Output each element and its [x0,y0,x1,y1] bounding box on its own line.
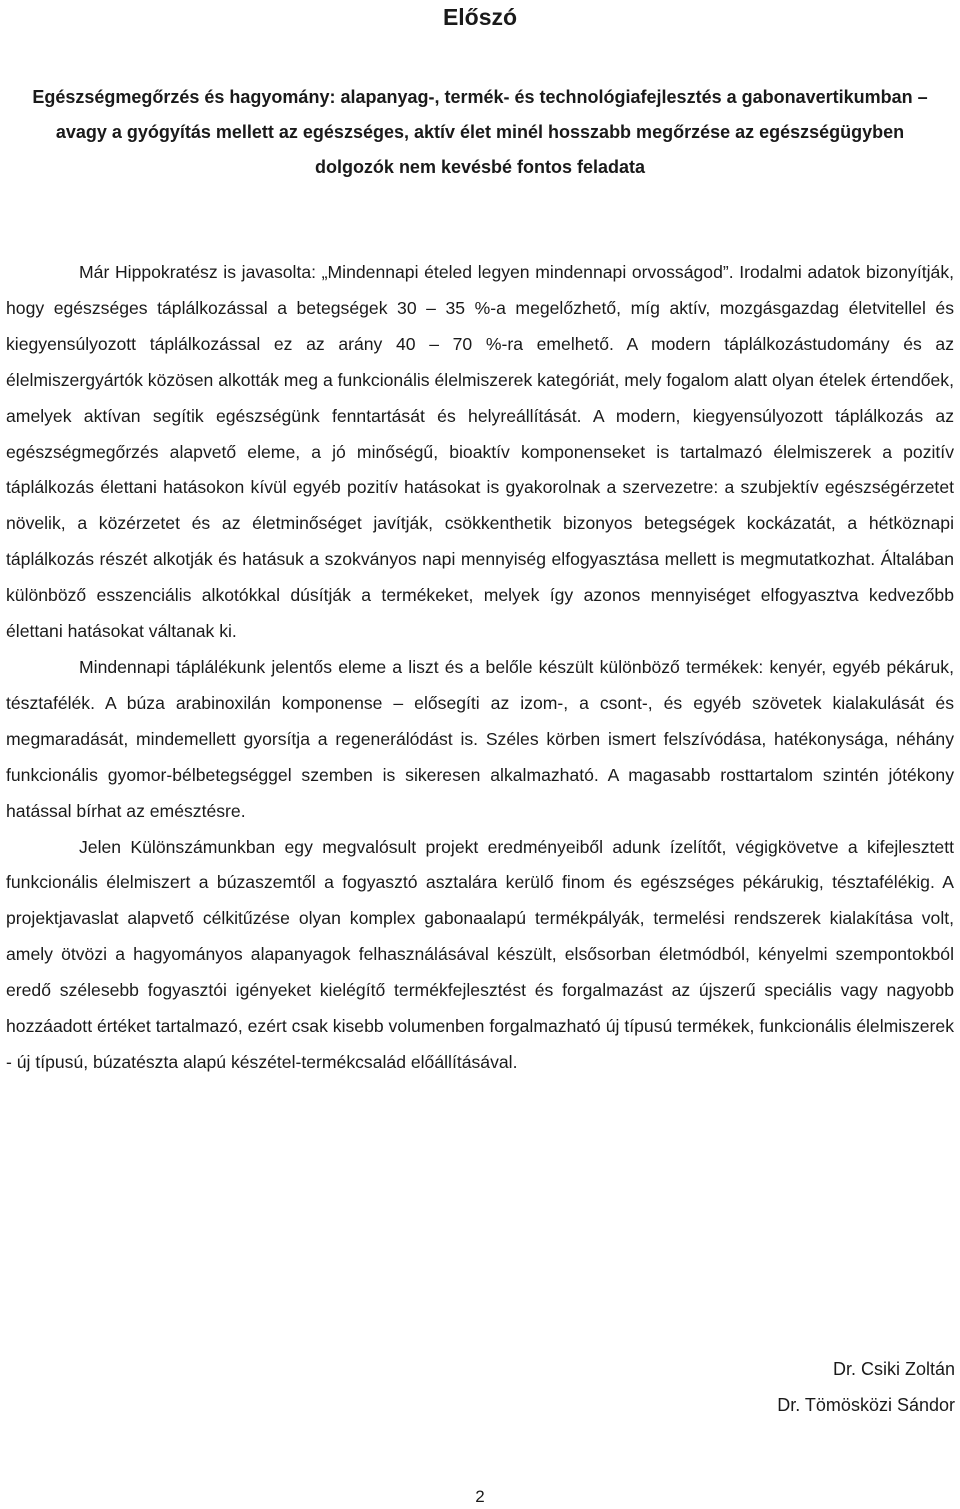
page-title: Előszó [442,4,518,30]
signature-author-1: Dr. Csiki Zoltán [832,1359,955,1379]
paragraph: Jelen Különszámunkban egy megvalósult projekt eredményeiből adunk ízelítőt, végigkövetve a kifejlesztett funkcionális élelmiszert a búzaszemtől a fogyasztó asztalára kerülő finom és egészséges pékárukig, tésztafélékig. A projektjavaslat alapvető célkitűzése olyan komplex gabonaalapú termékpályák, termelési rendszerek kialakítása volt, amely ötvözi a hagyományos alapanyagok felhasználásával készült, elsősorban életmódból, kényelmi szempontokból eredő szélesebb fogyasztói igényeket kielégítő termékfejlesztést és forgalmazást az újszerű speciális vagy nagyobb hozzáadott értéket tartalmazó, ezért csak kisebb volumenben forgalmazható új típusú termékek, funkcionális élelmiszerek - új típusú, búzatészta alapú készétel-termékcsalád előállításával. [6,836,954,1072]
body-text [6,255,954,1081]
paragraph: Már Hippokratész is javasolta: „Mindennapi ételed legyen mindennapi orvosságod”. Irodalmi adatok bizonyítják, hogy egészséges táplálkozással a betegségek 30 – 35 %-a megelőzhető, míg aktív, mozgásgazdag életvitellel és kiegyensúlyozott táplálkozással ez az arány 40 – 70 %-ra emelhető. A modern táplálkozástudomány és az élelmiszergyártók közösen alkották meg a funkcionális élelmiszerek kategóriát, mely fogalom alatt olyan ételek értendőek, amelyek aktívan segítik egészségünk fenntartását és helyreállítását. A modern, kiegyensúlyozott táplálkozás az egészségmegőrzés alapvető eleme, a jó minőségű, bioaktív komponenseket is tartalmazó élelmiszerek a pozitív táplálkozás élettani hatásokon kívül egyéb pozitív hatásokat is gyakorolnak a szervezetre: a szubjektív egészségérzetet növelik, a közérzetet és az életminőséget javítják, csökkenthetik bizonyos betegségek kockázatát, a hétköznapi táplálkozás részét alkotják és hatásuk a szokványos napi mennyiség elfogyasztása mellett is megmutatkozhat. Általában különböző esszenciális alkotókkal dúsítják a termékeket, melyek így azonos mennyiséget elfogyasztva kedvezőbb élettani hatásokat váltanak ki. [6,262,954,642]
page-number: 2 [475,1487,485,1506]
document-subtitle: Egészségmegőrzés és hagyomány: alapanyag-, termék- és technológiafejlesztés a gabonavertikumban – avagy a gyógyítás mellett az egészséges, aktív élet minél hosszabb megőrzése az egészségügyben dolgozók nem kevésbé fontos feladata [32,87,928,177]
paragraph: Mindennapi táplálékunk jelentős eleme a liszt és a belőle készült különböző termékek: kenyér, egyéb pékáruk, tésztafélék. A búza arabinoxilán komponense – elősegíti az izom-, a csont-, és egyéb szövetek kialakulását és megmaradását, mindemellett gyorsítja a regenerálódást is. Széles körben ismert felszívódása, hatékonysága, néhány funkcionális gyomor-bélbetegséggel szemben is sikeresen alkalmazható. A magasabb rosttartalom szintén jótékony hatással bírhat az emésztésre. [6,656,954,821]
signature-author-2: Dr. Tömösközi Sándor [777,1395,955,1415]
